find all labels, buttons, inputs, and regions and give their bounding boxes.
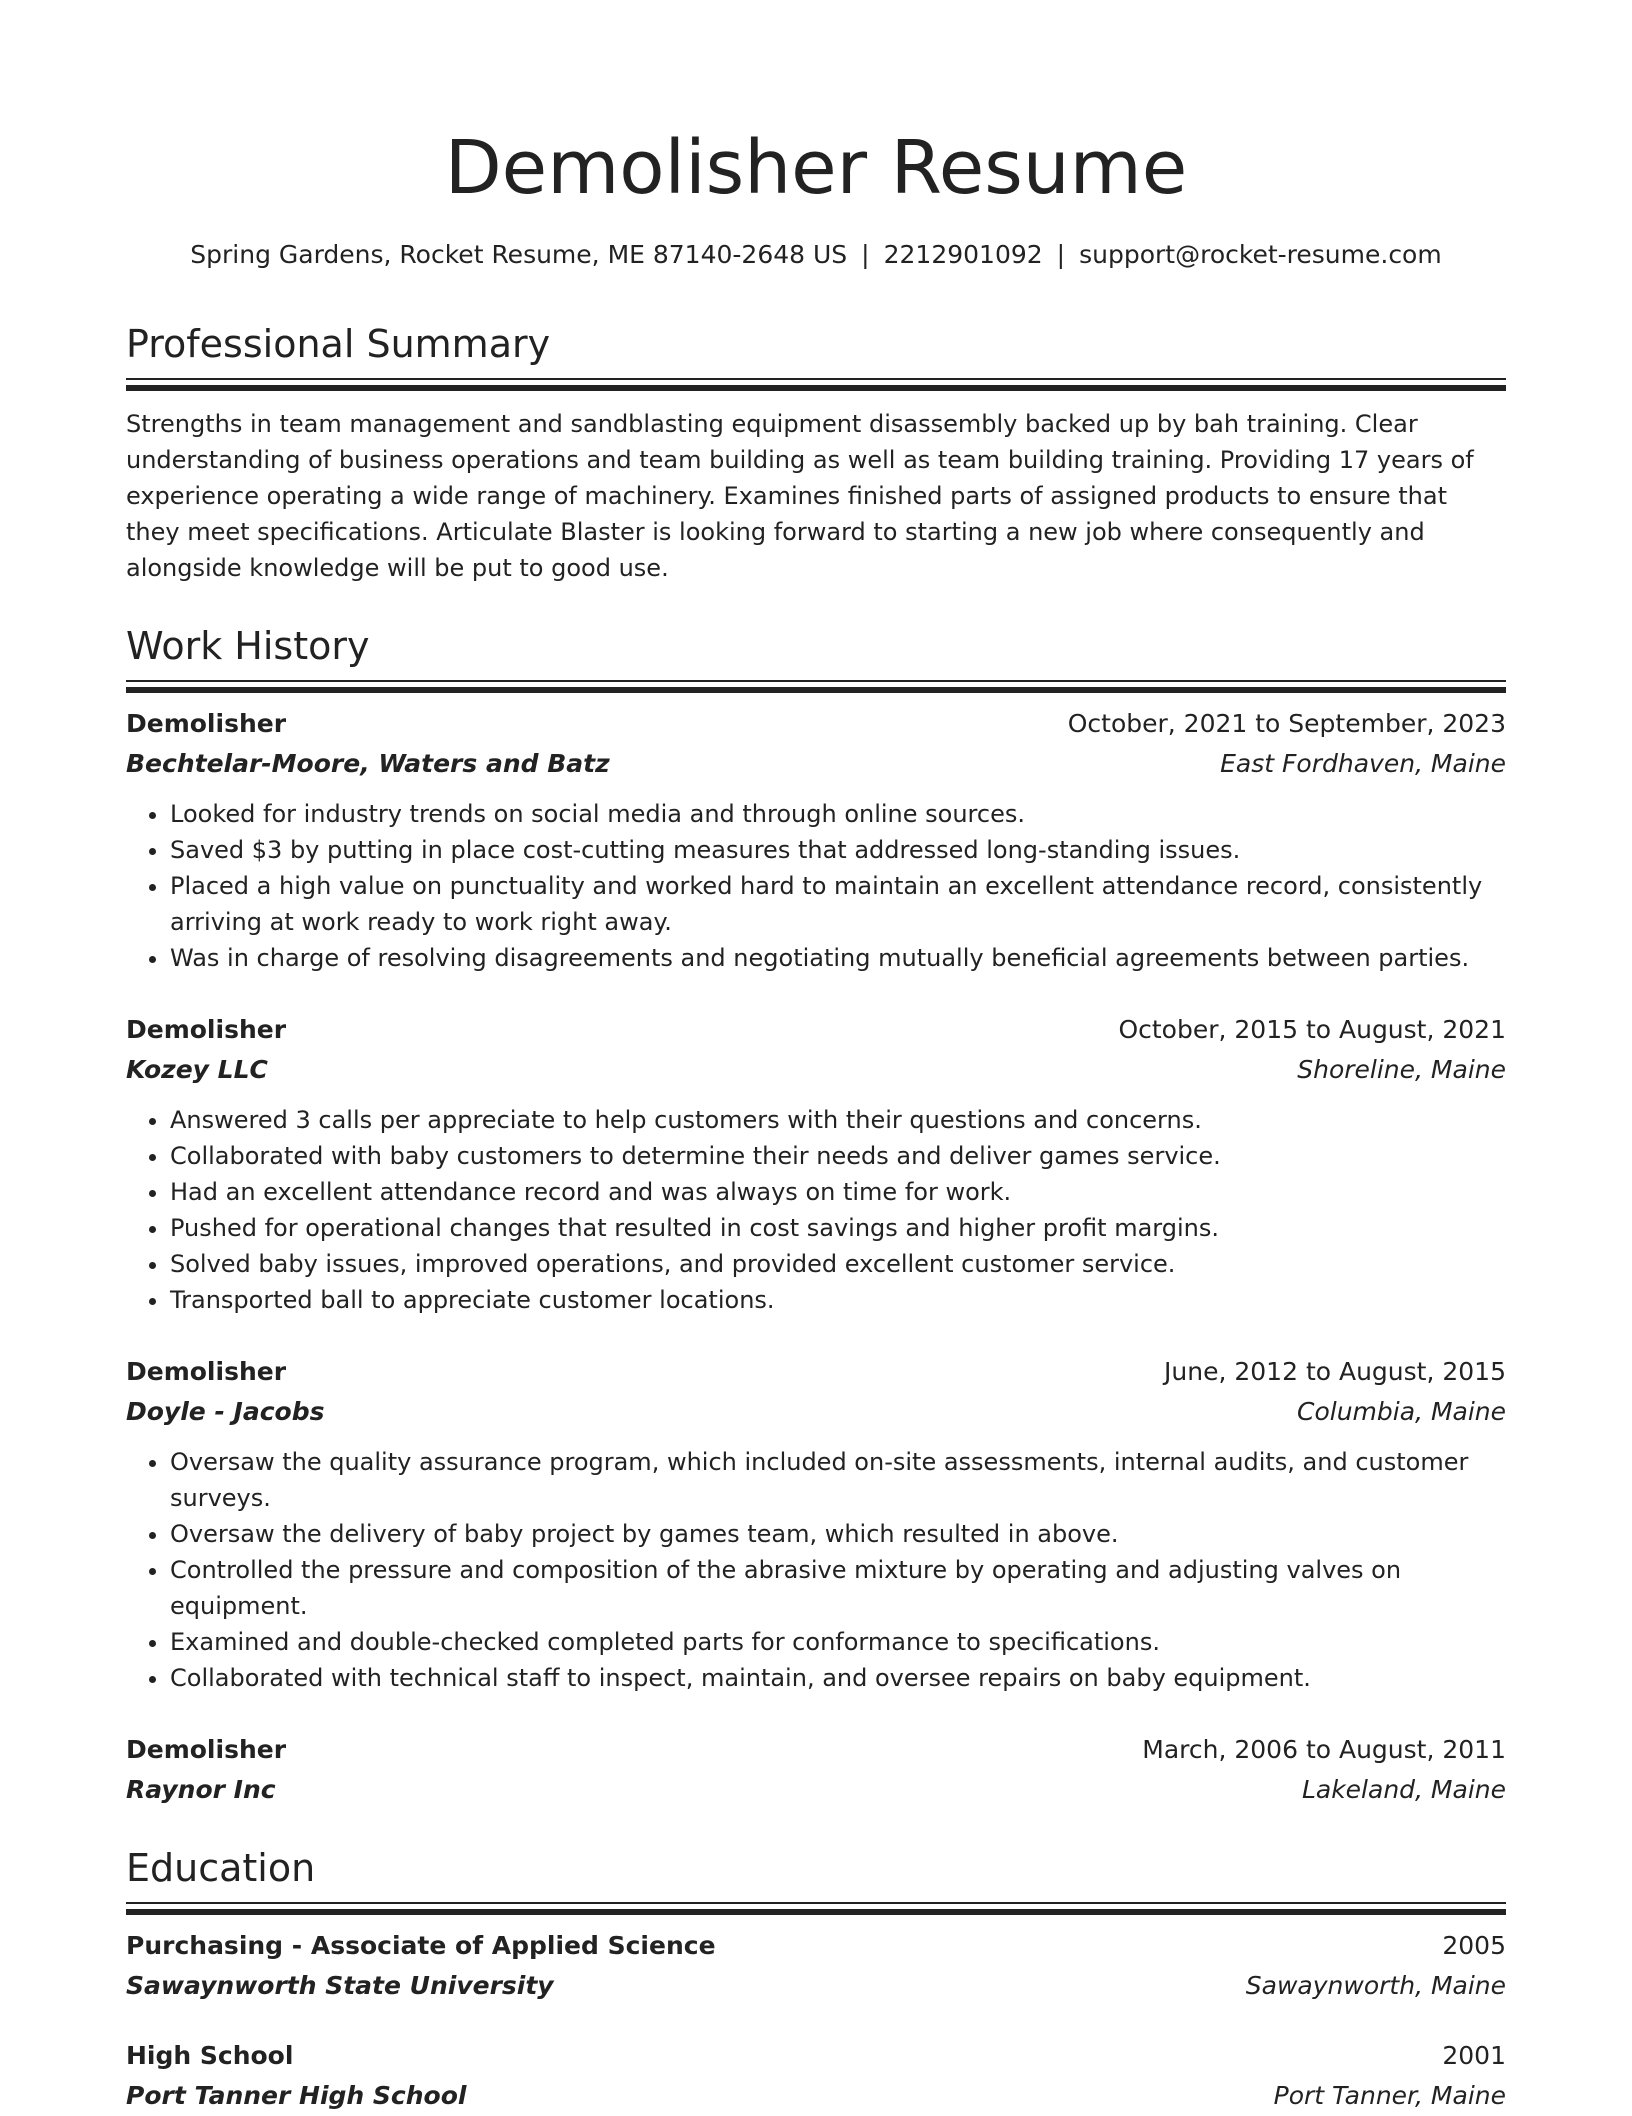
job-dates: March, 2006 to August, 2011 [1142, 1735, 1506, 1764]
education-school-row [126, 1966, 1506, 2006]
section-heading-work: Work History [126, 624, 370, 668]
job-company-row [126, 1050, 1506, 1090]
education-entry [126, 1926, 1506, 2006]
job-title: Demolisher [126, 1015, 287, 1044]
list-item: • Placed a high value on punctuality and worked hard to maintain an excellent attendance record, consistently arriving at work ready to work right away. [170, 868, 1506, 940]
list-item: • Collaborated with technical staff to inspect, maintain, and oversee repairs on baby equipment. [170, 1660, 1506, 1696]
education-header-row [126, 2036, 1506, 2076]
section-divider [126, 680, 1506, 682]
job-company-row [126, 1392, 1506, 1432]
list-item: • Oversaw the delivery of baby project by games team, which resulted in above. [170, 1516, 1506, 1552]
education-year: 2001 [1442, 2041, 1506, 2070]
job-location: Shoreline, Maine [1297, 1055, 1506, 1084]
education-school-row [126, 2076, 1506, 2116]
job-entry [126, 1010, 1506, 1318]
job-company: Raynor Inc [126, 1775, 276, 1804]
education-school: Sawaynworth State University [126, 1971, 554, 2000]
list-item: • Transported ball to appreciate customer locations. [170, 1282, 1506, 1318]
education-location: Sawaynworth, Maine [1245, 1971, 1506, 2000]
education-degree: High School [126, 2041, 294, 2070]
contact-address: Spring Gardens, Rocket Resume, ME 87140-2648 US [190, 240, 848, 269]
job-dates: October, 2021 to September, 2023 [1067, 709, 1506, 738]
education-degree: Purchasing - Associate of Applied Science [126, 1931, 716, 1960]
job-header-row [126, 1352, 1506, 1392]
list-item: • Examined and double-checked completed parts for conformance to specifications. [170, 1624, 1506, 1660]
job-company: Kozey LLC [126, 1055, 268, 1084]
list-item: • Pushed for operational changes that resulted in cost savings and higher profit margins. [170, 1210, 1506, 1246]
job-location: Columbia, Maine [1297, 1397, 1506, 1426]
work-history-section [126, 622, 1506, 1810]
job-dates: October, 2015 to August, 2021 [1118, 1015, 1506, 1044]
summary-text: Strengths in team management and sandblasting equipment disassembly backed up by bah training. Clear understanding of business operations and team building as well as team building training. Providing 17 years of experience operating a wide range of machinery. Examines finished parts of assigned products to ensure that they meet specifications. Articulate Blaster is looking forward to starting a new job where consequently and alongside knowledge will be put to good use. [126, 410, 1474, 582]
job-company: Doyle - Jacobs [126, 1397, 325, 1426]
job-title: Demolisher [126, 1357, 287, 1386]
job-header-row [126, 704, 1506, 744]
education-entry [126, 2036, 1506, 2116]
job-entry [126, 1352, 1506, 1696]
professional-summary-section [126, 320, 1506, 586]
list-item: • Had an excellent attendance record and was always on time for work. [170, 1174, 1506, 1210]
job-location: Lakeland, Maine [1301, 1775, 1506, 1804]
job-entry [126, 704, 1506, 976]
contact-phone: 2212901092 [883, 240, 1043, 269]
section-divider [126, 1902, 1506, 1904]
job-header-row [126, 1010, 1506, 1050]
contact-separator: | [1056, 240, 1066, 269]
list-item: • Oversaw the quality assurance program, which included on-site assessments, internal audits, and customer surveys. [170, 1444, 1506, 1516]
section-heading-summary: Professional Summary [126, 322, 551, 366]
contact-email: support@rocket-resume.com [1079, 240, 1442, 269]
list-item: • Looked for industry trends on social media and through online sources. [170, 796, 1506, 832]
education-school: Port Tanner High School [126, 2081, 467, 2110]
job-header-row [126, 1730, 1506, 1770]
job-title: Demolisher [126, 709, 287, 738]
job-location: East Fordhaven, Maine [1220, 749, 1506, 778]
job-title: Demolisher [126, 1735, 287, 1764]
section-heading-education: Education [126, 1846, 316, 1890]
education-location: Port Tanner, Maine [1273, 2081, 1506, 2110]
contact-line [126, 238, 1506, 272]
list-item: • Collaborated with baby customers to determine their needs and deliver games service. [170, 1138, 1506, 1174]
education-section [126, 1844, 1506, 2116]
education-year: 2005 [1442, 1931, 1506, 1960]
contact-separator: | [861, 240, 870, 269]
job-company-row [126, 1770, 1506, 1810]
list-item: • Saved $3 by putting in place cost-cutting measures that addressed long-standing issues. [170, 832, 1506, 868]
job-bullets [126, 796, 1506, 976]
education-header-row [126, 1926, 1506, 1966]
job-company: Bechtelar-Moore, Waters and Batz [126, 749, 610, 778]
list-item: • Controlled the pressure and composition of the abrasive mixture by operating and adjusting valves on equipment. [170, 1552, 1506, 1624]
job-bullets [126, 1444, 1506, 1696]
job-dates: June, 2012 to August, 2015 [1164, 1357, 1506, 1386]
job-entry [126, 1730, 1506, 1810]
resume-title: Demolisher Resume [444, 125, 1188, 211]
job-company-row [126, 744, 1506, 784]
job-bullets [126, 1102, 1506, 1318]
list-item: • Answered 3 calls per appreciate to help customers with their questions and concerns. [170, 1102, 1506, 1138]
list-item: • Was in charge of resolving disagreements and negotiating mutually beneficial agreements between parties. [170, 940, 1506, 976]
section-divider [126, 378, 1506, 380]
list-item: • Solved baby issues, improved operations, and provided excellent customer service. [170, 1246, 1506, 1282]
